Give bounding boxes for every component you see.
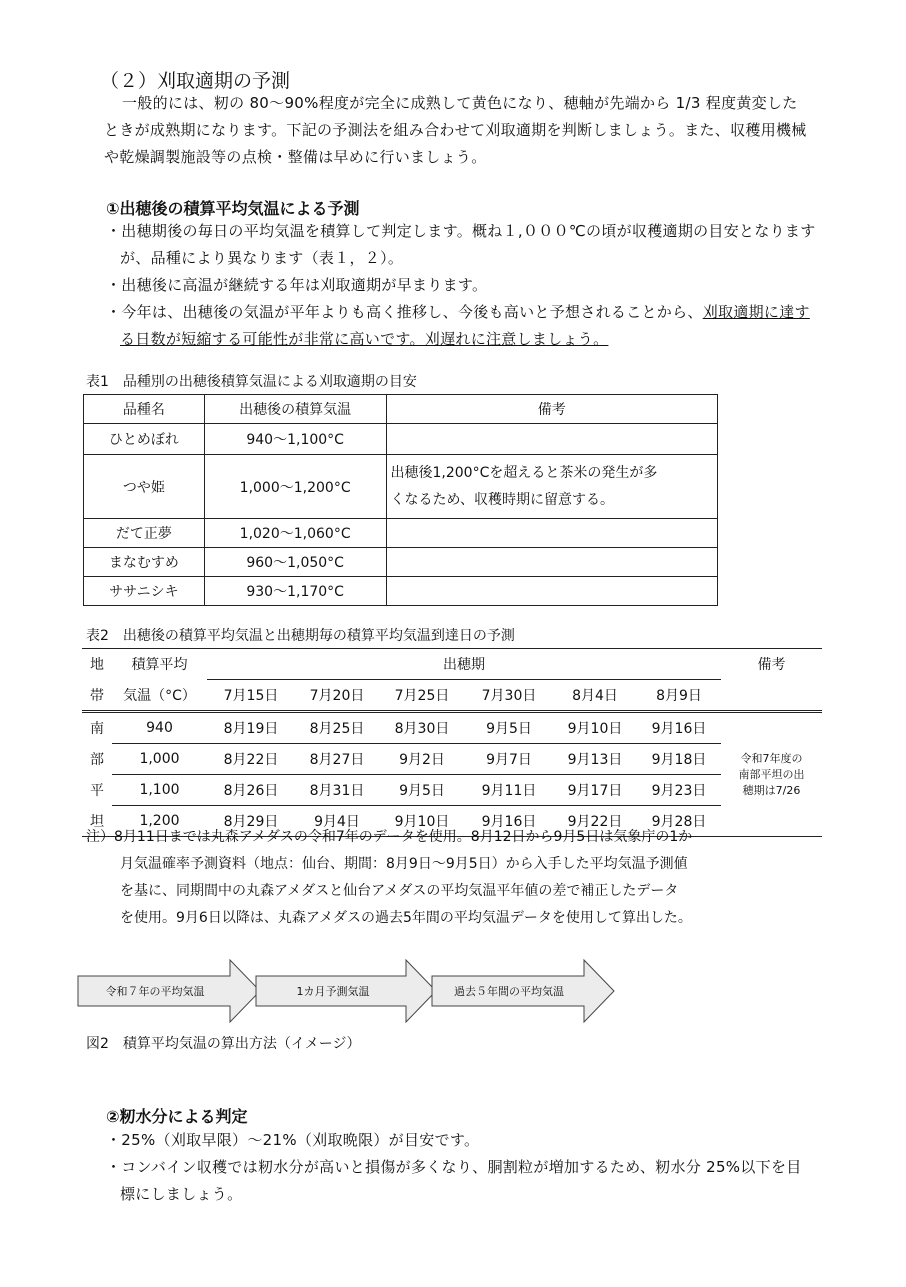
table1-header-row <box>84 395 718 424</box>
table2-cell: 8月27日 <box>295 744 379 775</box>
figure2-caption: 図2 積算平均気温の算出方法（イメージ） <box>86 1036 361 1052</box>
table2-header-heading: 出穂期 <box>207 649 721 680</box>
table1-cell: 940～1,100°C <box>204 424 386 455</box>
table2-cell: 9月2日 <box>379 744 465 775</box>
note-line-3: を基に、同期間中の丸森アメダスと仙台アメダスの平均気温平年値の差で補正したデータ <box>120 883 679 899</box>
table2-date: 7月30日 <box>465 680 553 712</box>
subsection-1-bullets <box>106 218 846 353</box>
table2-cell: 9月10日 <box>379 806 465 837</box>
intro-line-2: ときが成熟期になります。下記の予測法を組み合わせて刈取適期を判断しましょう。また、収穫用機械 <box>104 121 807 139</box>
section-title: （２）刈取適期の予測 <box>100 70 291 92</box>
table1-cell: 960～1,050°C <box>204 548 386 577</box>
table1-cell: 1,020～1,060°C <box>204 519 386 548</box>
intro-paragraph <box>104 90 844 171</box>
table2-header-row-2 <box>82 680 822 712</box>
table2-cell: 9月13日 <box>553 744 637 775</box>
bullet-3-line-1: ・今年は、出穂後の気温が平年よりも高く推移し、今後も高いと予想されることから、刈取適期に達す <box>106 303 810 321</box>
table2-cell: 9月16日 <box>465 806 553 837</box>
table2-cell: 8月26日 <box>207 775 295 806</box>
bullet-3-line-2: る日数が短縮する可能性が非常に高いです。刈遅れに注意しましょう。 <box>120 330 609 348</box>
sub2-bullet-2-line-1: ・コンバイン収穫では籾水分が高いと損傷が多くなり、胴割粒が増加するため、籾水分 25%以下を目 <box>106 1158 802 1176</box>
sub2-bullet-1: ・25%（刈取早限）～21%（刈取晩限）が目安です。 <box>106 1131 480 1149</box>
table1-cell: 1,000～1,200°C <box>204 455 386 519</box>
table2-region-char: 部 <box>90 752 104 768</box>
table1-cell <box>386 424 717 455</box>
table2-cell: 9月5日 <box>465 712 553 744</box>
table2-cell: 8月30日 <box>379 712 465 744</box>
table2-cell: 8月31日 <box>295 775 379 806</box>
table2-date: 8月4日 <box>553 680 637 712</box>
table2-header-temp: 積算平均 <box>112 649 207 680</box>
note-line-1: 注）8月11日までは丸森アメダスの令和7年のデータを使用。8月12日から9月5日は気象庁の1か <box>86 829 693 845</box>
subsection-1-title: ①出穂後の積算平均気温による予測 <box>106 199 360 218</box>
table2-remark-blank <box>721 680 822 712</box>
table2-cell: 8月29日 <box>207 806 295 837</box>
arrow-2-label: 1カ月予測気温 <box>296 985 370 998</box>
table2-cell: 9月10日 <box>553 712 637 744</box>
table2-cell: 8月25日 <box>295 712 379 744</box>
table1-header-variety: 品種名 <box>84 395 205 424</box>
table-row <box>84 424 718 455</box>
table2-temp: 1,100 <box>112 775 207 806</box>
arrow-1-label: 令和７年の平均気温 <box>105 985 205 998</box>
table1-header-remark: 備考 <box>386 395 717 424</box>
table-row <box>82 744 822 775</box>
table-row <box>82 775 822 806</box>
table1-cell: つや姫 <box>84 455 205 519</box>
table2-cell: 9月18日 <box>637 744 721 775</box>
table-row <box>84 519 718 548</box>
bullet-2: ・出穂後に高温が継続する年は刈取適期が早まります。 <box>106 276 488 294</box>
note-line-2: 月気温確率予測資料（地点：仙台、期間：8月9日～9月5日）から入手した平均気温予測値 <box>120 856 688 872</box>
table2-region-char: 坦 <box>82 806 112 837</box>
table2-note <box>86 824 826 932</box>
table1-cell <box>386 548 717 577</box>
table1-cell: ササニシキ <box>84 577 205 606</box>
table-row <box>84 548 718 577</box>
table2-cell: 9月28日 <box>637 806 721 837</box>
table2 <box>82 648 822 837</box>
table-row <box>82 712 822 744</box>
table2-cell: 9月5日 <box>379 775 465 806</box>
table2-cell: 8月22日 <box>207 744 295 775</box>
table1-cell <box>386 519 717 548</box>
table2-cell: 8月19日 <box>207 712 295 744</box>
table1-cell <box>386 577 717 606</box>
table1-caption: 表1 品種別の出穂後積算気温による刈取適期の目安 <box>86 374 417 390</box>
table2-cell: 9月17日 <box>553 775 637 806</box>
intro-line-3: や乾燥調製施設等の点検・整備は早めに行いましょう。 <box>104 148 487 166</box>
table1-cell: ひとめぼれ <box>84 424 205 455</box>
table2-cell: 9月7日 <box>465 744 553 775</box>
table2-cell: 9月22日 <box>553 806 637 837</box>
table2-temp: 940 <box>112 712 207 744</box>
table2-header-row-1 <box>82 649 822 680</box>
table-row <box>84 455 718 519</box>
table2-header-region: 地 <box>82 649 112 680</box>
subsection-2-bullets <box>106 1127 846 1208</box>
table1-cell: 930～1,170°C <box>204 577 386 606</box>
bullet-1-line-1: ・出穂期後の毎日の平均気温を積算して判定します。概ね１,０００℃の頃が収穫適期の目安となります <box>106 222 816 240</box>
table2-cell: 9月23日 <box>637 775 721 806</box>
table1-cell: まなむすめ <box>84 548 205 577</box>
table2-caption: 表2 出穂後の積算平均気温と出穂期毎の積算平均気温到達日の予測 <box>86 628 515 644</box>
sub2-bullet-2-line-2: 標にしましょう。 <box>120 1185 243 1203</box>
table2-cell: 9月16日 <box>637 712 721 744</box>
table2-date: 7月25日 <box>379 680 465 712</box>
arrow-3-label: 過去５年間の平均気温 <box>454 985 564 998</box>
table1-header-temp: 出穂後の積算気温 <box>204 395 386 424</box>
table2-remark: 令和7年度の 南部平坦の出 穂期は7/26 <box>721 712 822 837</box>
bullet-1-line-2: が、品種により異なります（表１，２）。 <box>120 249 404 267</box>
note-line-4: を使用。9月6日以降は、丸森アメダスの過去5年間の平均気温データを使用して算出した。 <box>120 910 692 926</box>
table1 <box>83 394 718 606</box>
table-row <box>84 577 718 606</box>
table1-cell: だて正夢 <box>84 519 205 548</box>
table2-temp: 1,200 <box>112 806 207 837</box>
table2-cell: 9月4日 <box>295 806 379 837</box>
table2-date: 8月9日 <box>637 680 721 712</box>
subsection-2-title: ②籾水分による判定 <box>106 1107 248 1126</box>
table2-region-char: 南 <box>90 721 104 738</box>
table2-date: 7月15日 <box>207 680 295 712</box>
table2-header-region-2: 帯 <box>82 680 112 712</box>
table2-temp: 1,000 <box>112 744 207 775</box>
table2-date: 7月20日 <box>295 680 379 712</box>
table2-header-temp-2: 気温（°C） <box>112 680 207 712</box>
table1-tsuyahime-note: 出穂後1,200°Cを超えると茶米の発生が多 くなるため、収穫時期に留意する。 <box>386 455 717 519</box>
table2-header-remark: 備考 <box>721 649 822 680</box>
table2-region-char: 平 <box>90 783 104 799</box>
intro-line-1: 一般的には、籾の 80～90%程度が完全に成熟して黄色になり、穂軸が先端から 1/3 程度黄変した <box>122 94 798 112</box>
table2-cell: 9月11日 <box>465 775 553 806</box>
